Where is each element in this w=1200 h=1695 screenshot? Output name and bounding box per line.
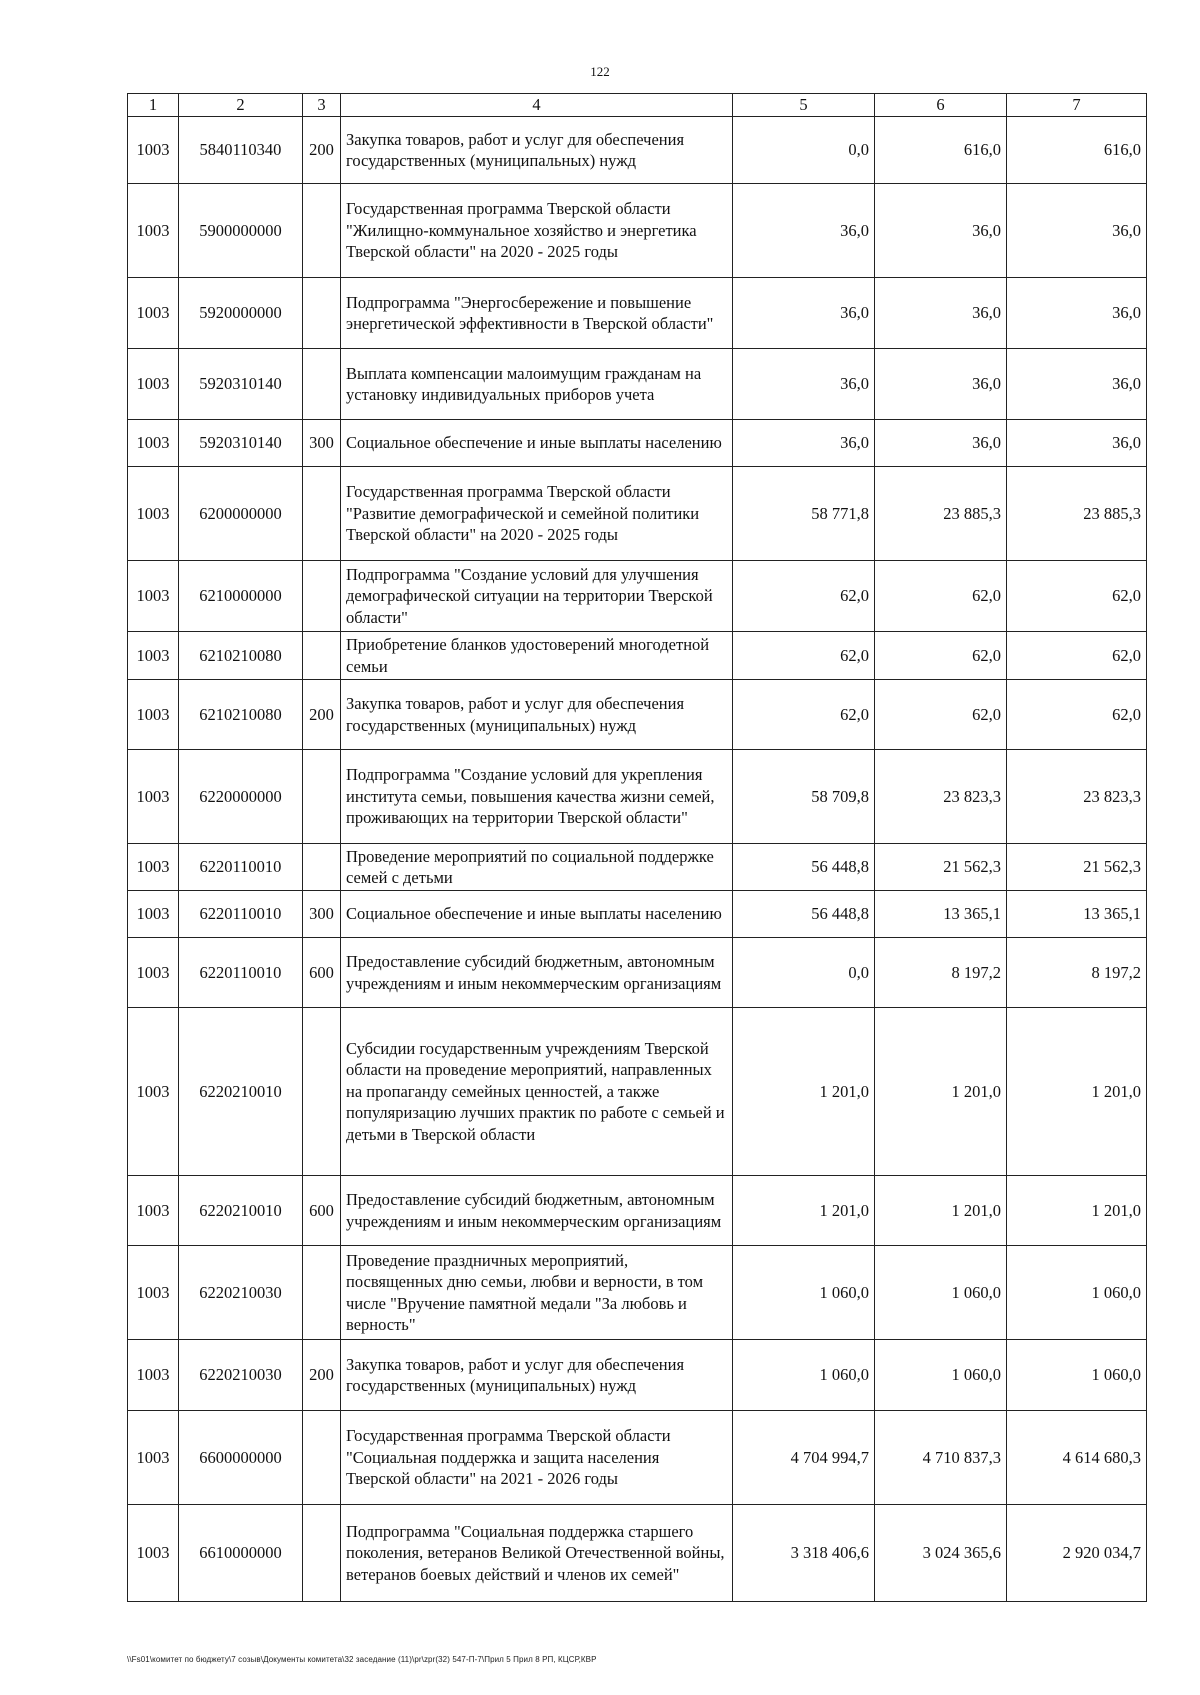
amount-col6: 616,0 [875, 117, 1007, 184]
table-row [128, 632, 1147, 680]
amount-col7: 36,0 [1007, 349, 1147, 420]
target-article-code: 6220110010 [179, 891, 303, 938]
amount-col6: 1 060,0 [875, 1340, 1007, 1411]
target-article-code: 6220110010 [179, 844, 303, 891]
item-name: Подпрограмма "Создание условий для улучшения демографической ситуации на территории Тверской области" [341, 561, 733, 632]
amount-col7: 4 614 680,3 [1007, 1411, 1147, 1505]
table-row [128, 1505, 1147, 1602]
amount-col7: 62,0 [1007, 680, 1147, 750]
section-code: 1003 [128, 467, 179, 561]
target-article-code: 6220210010 [179, 1176, 303, 1246]
expense-type-code [303, 1411, 341, 1505]
target-article-code: 6220210030 [179, 1246, 303, 1340]
expense-type-code [303, 278, 341, 349]
amount-col7: 1 060,0 [1007, 1246, 1147, 1340]
table-row [128, 349, 1147, 420]
table-row [128, 1340, 1147, 1411]
table-row [128, 561, 1147, 632]
column-header: 1 [128, 94, 179, 117]
amount-col7: 36,0 [1007, 184, 1147, 278]
expense-type-code [303, 467, 341, 561]
target-article-code: 6210210080 [179, 680, 303, 750]
item-name: Предоставление субсидий бюджетным, автономным учреждениям и иным некоммерческим организациям [341, 938, 733, 1008]
amount-col5: 62,0 [733, 632, 875, 680]
amount-col6: 13 365,1 [875, 891, 1007, 938]
item-name: Проведение мероприятий по социальной поддержке семей с детьми [341, 844, 733, 891]
target-article-code: 6220110010 [179, 938, 303, 1008]
amount-col5: 58 709,8 [733, 750, 875, 844]
table-row [128, 1176, 1147, 1246]
target-article-code: 5840110340 [179, 117, 303, 184]
target-article-code: 6220210010 [179, 1008, 303, 1176]
section-code: 1003 [128, 349, 179, 420]
section-code: 1003 [128, 844, 179, 891]
column-header: 7 [1007, 94, 1147, 117]
amount-col6: 8 197,2 [875, 938, 1007, 1008]
item-name: Предоставление субсидий бюджетным, автономным учреждениям и иным некоммерческим организациям [341, 1176, 733, 1246]
item-name: Подпрограмма "Энергосбережение и повышение энергетической эффективности в Тверской области" [341, 278, 733, 349]
amount-col5: 56 448,8 [733, 891, 875, 938]
amount-col5: 3 318 406,6 [733, 1505, 875, 1602]
expense-type-code: 600 [303, 1176, 341, 1246]
target-article-code: 6210210080 [179, 632, 303, 680]
table-row [128, 1246, 1147, 1340]
section-code: 1003 [128, 938, 179, 1008]
target-article-code: 6200000000 [179, 467, 303, 561]
amount-col5: 4 704 994,7 [733, 1411, 875, 1505]
table-row [128, 420, 1147, 467]
amount-col5: 36,0 [733, 278, 875, 349]
item-name: Субсидии государственным учреждениям Тверской области на проведение мероприятий, направленных на пропаганду семейных ценностей, а также популяризацию лучших практик по работе с семьей и детьми в Тверской области [341, 1008, 733, 1176]
amount-col5: 0,0 [733, 117, 875, 184]
amount-col7: 62,0 [1007, 561, 1147, 632]
section-code: 1003 [128, 632, 179, 680]
target-article-code: 5900000000 [179, 184, 303, 278]
amount-col6: 36,0 [875, 278, 1007, 349]
item-name: Выплата компенсации малоимущим гражданам на установку индивидуальных приборов учета [341, 349, 733, 420]
target-article-code: 6220000000 [179, 750, 303, 844]
item-name: Подпрограмма "Создание условий для укрепления института семьи, повышения качества жизни семей, проживающих на территории Тверской области" [341, 750, 733, 844]
table-row [128, 1411, 1147, 1505]
amount-col7: 1 201,0 [1007, 1008, 1147, 1176]
amount-col6: 36,0 [875, 349, 1007, 420]
item-name: Государственная программа Тверской области "Социальная поддержка и защита населения Тверской области" на 2021 - 2026 годы [341, 1411, 733, 1505]
target-article-code: 6210000000 [179, 561, 303, 632]
amount-col7: 13 365,1 [1007, 891, 1147, 938]
amount-col5: 1 201,0 [733, 1008, 875, 1176]
expense-type-code [303, 1246, 341, 1340]
expense-type-code [303, 750, 341, 844]
target-article-code: 6220210030 [179, 1340, 303, 1411]
table-row [128, 467, 1147, 561]
amount-col6: 36,0 [875, 420, 1007, 467]
section-code: 1003 [128, 1176, 179, 1246]
amount-col7: 23 885,3 [1007, 467, 1147, 561]
table-row [128, 750, 1147, 844]
amount-col6: 23 823,3 [875, 750, 1007, 844]
section-code: 1003 [128, 561, 179, 632]
table-row [128, 844, 1147, 891]
section-code: 1003 [128, 1411, 179, 1505]
item-name: Государственная программа Тверской области "Развитие демографической и семейной политики Тверской области" на 2020 - 2025 годы [341, 467, 733, 561]
expense-type-code [303, 349, 341, 420]
target-article-code: 6610000000 [179, 1505, 303, 1602]
table-row [128, 891, 1147, 938]
expense-type-code: 600 [303, 938, 341, 1008]
section-code: 1003 [128, 278, 179, 349]
expense-type-code: 200 [303, 117, 341, 184]
amount-col7: 1 201,0 [1007, 1176, 1147, 1246]
section-code: 1003 [128, 117, 179, 184]
item-name: Приобретение бланков удостоверений многодетной семьи [341, 632, 733, 680]
amount-col6: 4 710 837,3 [875, 1411, 1007, 1505]
amount-col5: 56 448,8 [733, 844, 875, 891]
amount-col7: 21 562,3 [1007, 844, 1147, 891]
amount-col7: 36,0 [1007, 420, 1147, 467]
amount-col6: 3 024 365,6 [875, 1505, 1007, 1602]
amount-col5: 62,0 [733, 561, 875, 632]
amount-col7: 36,0 [1007, 278, 1147, 349]
section-code: 1003 [128, 1340, 179, 1411]
amount-col6: 62,0 [875, 632, 1007, 680]
item-name: Подпрограмма "Социальная поддержка старшего поколения, ветеранов Великой Отечественной войны, ветеранов боевых действий и членов их семей" [341, 1505, 733, 1602]
expense-type-code: 200 [303, 1340, 341, 1411]
amount-col6: 1 201,0 [875, 1008, 1007, 1176]
section-code: 1003 [128, 891, 179, 938]
item-name: Закупка товаров, работ и услуг для обеспечения государственных (муниципальных) нужд [341, 1340, 733, 1411]
item-name: Закупка товаров, работ и услуг для обеспечения государственных (муниципальных) нужд [341, 117, 733, 184]
amount-col6: 1 201,0 [875, 1176, 1007, 1246]
item-name: Социальное обеспечение и иные выплаты населению [341, 891, 733, 938]
amount-col5: 62,0 [733, 680, 875, 750]
expense-type-code [303, 632, 341, 680]
amount-col7: 8 197,2 [1007, 938, 1147, 1008]
column-header: 3 [303, 94, 341, 117]
expense-type-code: 300 [303, 891, 341, 938]
budget-table [127, 93, 1147, 1602]
item-name: Закупка товаров, работ и услуг для обеспечения государственных (муниципальных) нужд [341, 680, 733, 750]
amount-col7: 23 823,3 [1007, 750, 1147, 844]
expense-type-code [303, 1505, 341, 1602]
amount-col6: 21 562,3 [875, 844, 1007, 891]
section-code: 1003 [128, 750, 179, 844]
table-row [128, 1008, 1147, 1176]
target-article-code: 6600000000 [179, 1411, 303, 1505]
target-article-code: 5920310140 [179, 349, 303, 420]
amount-col5: 1 201,0 [733, 1176, 875, 1246]
amount-col5: 1 060,0 [733, 1246, 875, 1340]
column-header: 5 [733, 94, 875, 117]
column-header: 2 [179, 94, 303, 117]
table-row [128, 938, 1147, 1008]
table-row [128, 117, 1147, 184]
amount-col7: 2 920 034,7 [1007, 1505, 1147, 1602]
section-code: 1003 [128, 1505, 179, 1602]
amount-col6: 36,0 [875, 184, 1007, 278]
expense-type-code: 200 [303, 680, 341, 750]
expense-type-code [303, 184, 341, 278]
section-code: 1003 [128, 184, 179, 278]
target-article-code: 5920310140 [179, 420, 303, 467]
section-code: 1003 [128, 680, 179, 750]
amount-col5: 36,0 [733, 184, 875, 278]
amount-col7: 616,0 [1007, 117, 1147, 184]
table-row [128, 184, 1147, 278]
item-name: Социальное обеспечение и иные выплаты населению [341, 420, 733, 467]
amount-col7: 1 060,0 [1007, 1340, 1147, 1411]
amount-col5: 58 771,8 [733, 467, 875, 561]
section-code: 1003 [128, 1008, 179, 1176]
amount-col7: 62,0 [1007, 632, 1147, 680]
amount-col5: 0,0 [733, 938, 875, 1008]
column-header: 6 [875, 94, 1007, 117]
amount-col6: 1 060,0 [875, 1246, 1007, 1340]
target-article-code: 5920000000 [179, 278, 303, 349]
item-name: Проведение праздничных мероприятий, посвященных дню семьи, любви и верности, в том числе "Вручение памятной медали "За любовь и верность" [341, 1246, 733, 1340]
amount-col5: 36,0 [733, 420, 875, 467]
page-number: 122 [590, 64, 610, 79]
table-row [128, 680, 1147, 750]
column-number-row [128, 94, 1147, 117]
amount-col6: 62,0 [875, 561, 1007, 632]
amount-col5: 36,0 [733, 349, 875, 420]
amount-col6: 62,0 [875, 680, 1007, 750]
expense-type-code: 300 [303, 420, 341, 467]
section-code: 1003 [128, 1246, 179, 1340]
column-header: 4 [341, 94, 733, 117]
item-name: Государственная программа Тверской области "Жилищно-коммунальное хозяйство и энергетика Тверской области" на 2020 - 2025 годы [341, 184, 733, 278]
section-code: 1003 [128, 420, 179, 467]
amount-col6: 23 885,3 [875, 467, 1007, 561]
expense-type-code [303, 844, 341, 891]
footer-file-path: \\Fs01\комитет по бюджету\7 созыв\Документы комитета\32 заседание (11)\pr\zpr(32) 547-П-7\Прил 5 Прил 8 РП, КЦСР,КВР [127, 1655, 597, 1664]
amount-col5: 1 060,0 [733, 1340, 875, 1411]
expense-type-code [303, 561, 341, 632]
expense-type-code [303, 1008, 341, 1176]
table-row [128, 278, 1147, 349]
